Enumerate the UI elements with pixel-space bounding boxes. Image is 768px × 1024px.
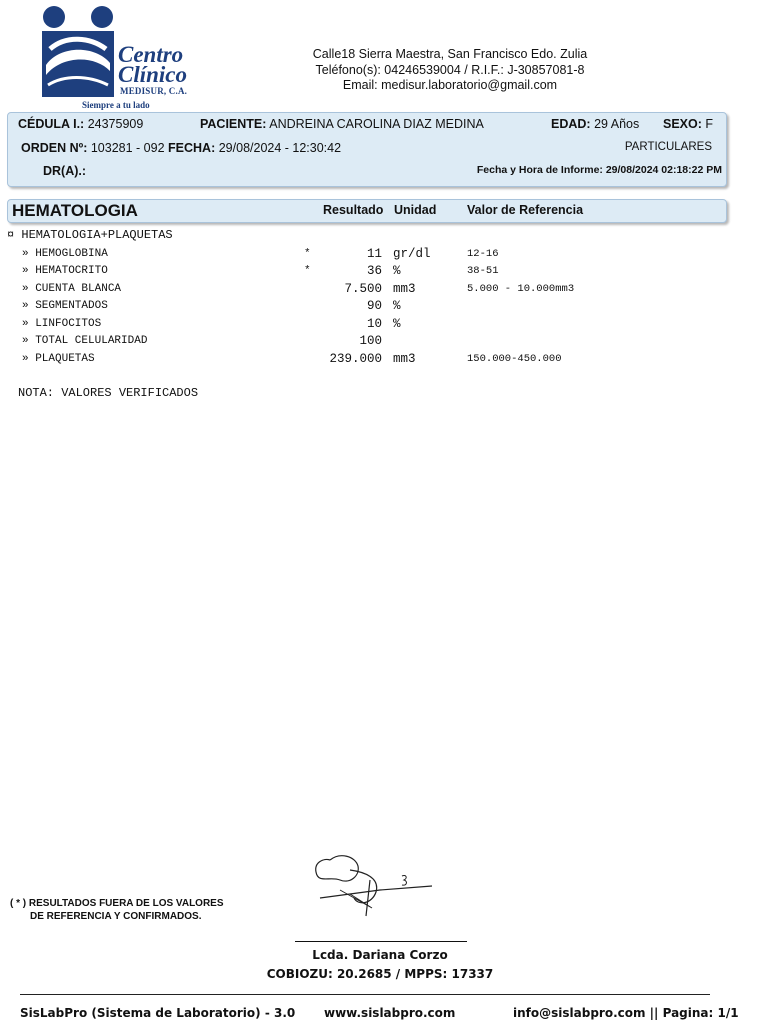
signature-image: [310, 850, 440, 920]
informe-datetime: Fecha y Hora de Informe: 29/08/2024 02:18:22 PM: [476, 164, 722, 176]
clinic-logo: [40, 5, 200, 111]
col-resultado: Resultado: [323, 203, 384, 217]
test-value: 36: [366, 264, 382, 278]
out-of-range-flag: *: [304, 248, 311, 260]
test-unit: mm3: [393, 352, 416, 366]
sexo-value: F: [705, 117, 714, 131]
test-value: 90: [366, 299, 382, 313]
test-unit: %: [393, 299, 401, 313]
edad-label: EDAD:: [551, 117, 591, 131]
sexo-field: [663, 117, 713, 131]
logo-company: MEDISUR, C.A.: [120, 86, 188, 96]
test-reference: 38-51: [467, 265, 499, 277]
test-reference: 12-16: [467, 248, 499, 260]
edad-field: [551, 117, 639, 131]
test-reference: 150.000-450.000: [467, 353, 562, 365]
logo-name-line1: Centro: [118, 42, 184, 67]
paciente-value: ANDREINA CAROLINA DIAZ MEDINA: [269, 117, 484, 131]
signer-registration: COBIOZU: 20.2685 / MPPS: 17337: [266, 967, 494, 981]
test-name: » HEMATOCRITO: [22, 265, 108, 277]
test-value: 239.000: [329, 352, 382, 366]
lab-phone-rif: Teléfono(s): 04246539004 / R.I.F.: J-30857081-8: [315, 62, 585, 77]
legend-line1: ( * ) RESULTADOS FUERA DE LOS VALORES: [10, 898, 224, 909]
section-header-bar: [7, 199, 727, 223]
signer-name: Lcda. Dariana Corzo: [312, 948, 448, 962]
test-name: » TOTAL CELULARIDAD: [22, 335, 148, 347]
test-unit: %: [393, 317, 401, 331]
paciente-label: PACIENTE:: [200, 117, 267, 131]
logo-slogan: Siempre a tu lado: [82, 100, 150, 110]
logo-mark-icon: [40, 5, 120, 105]
test-name: » LINFOCITOS: [22, 318, 102, 330]
footer-system: SisLabPro (Sistema de Laboratorio) - 3.0: [20, 1006, 296, 1020]
out-of-range-legend: [10, 897, 224, 923]
lab-contact-info: [270, 47, 630, 94]
orden-field: [21, 141, 341, 155]
cedula-field: [18, 117, 143, 131]
test-value: 7.500: [344, 282, 382, 296]
cedula-value: 24375909: [87, 117, 144, 131]
test-name: » PLAQUETAS: [22, 353, 95, 365]
test-name: » CUENTA BLANCA: [22, 283, 122, 295]
col-unidad: Unidad: [394, 203, 437, 217]
test-unit: gr/dl: [393, 247, 431, 261]
doctor-field: [43, 164, 86, 178]
section-title: HEMATOLOGIA: [12, 201, 138, 220]
test-name: » HEMOGLOBINA: [22, 248, 108, 260]
result-row: [0, 318, 768, 335]
tipo-paciente: PARTICULARES: [624, 141, 712, 153]
result-row: [0, 300, 768, 317]
lab-address: Calle18 Sierra Maestra, San Francisco Edo. Zulia: [312, 47, 588, 61]
patient-info-box: [7, 112, 727, 187]
test-name: » SEGMENTADOS: [22, 300, 108, 312]
cedula-label: CÉDULA I.:: [18, 117, 85, 131]
result-row: [0, 265, 768, 282]
result-row: [0, 335, 768, 352]
test-unit: mm3: [393, 282, 416, 296]
paciente-field: [200, 117, 484, 131]
result-row: [0, 283, 768, 300]
test-reference: 5.000 - 10.000mm3: [467, 283, 575, 295]
edad-value: 29 Años: [594, 117, 640, 131]
out-of-range-flag: *: [304, 265, 311, 277]
sexo-label: SEXO:: [663, 117, 702, 131]
col-referencia: Valor de Referencia: [467, 203, 584, 217]
result-row: [0, 353, 768, 370]
lab-email: Email: medisur.laboratorio@gmail.com: [342, 78, 558, 92]
fecha-value: 29/08/2024 - 12:30:42: [218, 141, 342, 155]
orden-value: 103281 - 092: [90, 141, 165, 155]
signature-line: [295, 941, 467, 942]
footer-website: www.sislabpro.com: [324, 1006, 456, 1020]
test-unit: %: [393, 264, 401, 278]
fecha-label: FECHA:: [168, 141, 216, 155]
test-value: 11: [366, 247, 382, 261]
result-row: [0, 248, 768, 265]
doctor-label: DR(A).:: [43, 164, 87, 178]
footer-contact-page: info@sislabpro.com || Pagina: 1/1: [513, 1006, 739, 1020]
results-note: NOTA: VALORES VERIFICADOS: [18, 386, 199, 400]
test-value: 100: [359, 334, 382, 348]
orden-label: ORDEN Nº:: [21, 141, 88, 155]
footer-divider: [20, 994, 710, 995]
test-value: 10: [366, 317, 382, 331]
legend-line2: DE REFERENCIA Y CONFIRMADOS.: [30, 911, 202, 922]
test-group-title: ¤ HEMATOLOGIA+PLAQUETAS: [7, 228, 173, 242]
logo-name-line2: Clínico: [118, 62, 188, 87]
